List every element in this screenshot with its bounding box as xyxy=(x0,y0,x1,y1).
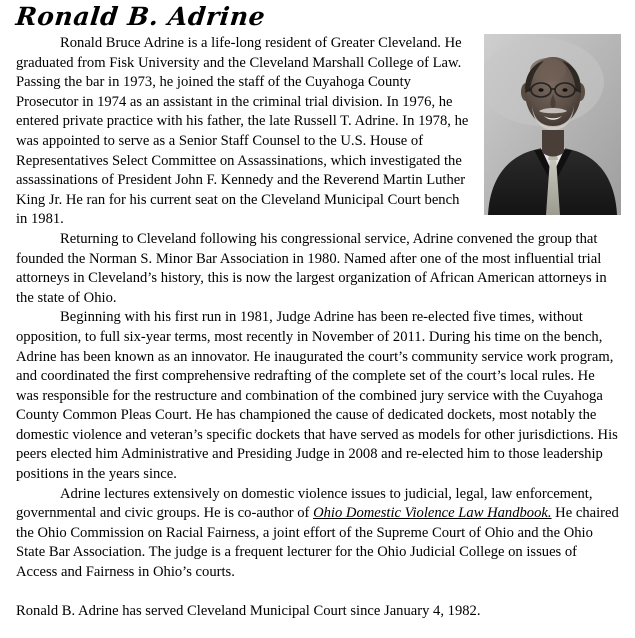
lectures-text-before-booktitle: Adrine lectures extensively on domestic violence issues to judicial, legal, law enforcement, governmental and civic groups. He is co-author of xyxy=(16,485,593,522)
paragraph-judicial-tenure: Beginning with his first run in 1981, Judge Adrine has been re-elected five times, without opposition, to full six-year terms, most recently in November of 2011. During his time on the bench, Adrine has been known as an innovator. He inaugurated the court’s community service work program, and coordinated the first comprehensive redrafting of the complete set of the court’s local rules. He was responsible for the restructure and combination of the combined jury service with the Cuyahoga County Common Pleas Court. He has championed the cause of dedicated dockets, most notably the domestic violence and veteran’s specific dockets that have served as models for other jurisdictions. His peers elected him Administrative and Presiding Judge in 2008 and re-elected him to those leadership positions in the years since. xyxy=(16,309,618,483)
paragraph-lectures-and-publications xyxy=(16,485,621,583)
book-title-ohio-domestic-violence-law-handbook: Ohio Domestic Violence Law Handbook. xyxy=(313,505,552,522)
paragraph-spacer xyxy=(16,583,621,603)
page-title: Ronald B. Adrine xyxy=(14,2,267,31)
portrait-photo xyxy=(484,34,621,215)
closing-service-statement: Ronald B. Adrine has served Cleveland Municipal Court since January 4, 1982. xyxy=(16,603,481,620)
paragraph-biography-early-career: Ronald Bruce Adrine is a life-long resident of Greater Cleveland. He graduated from Fisk University and the Cleveland Marshall College of Law. Passing the bar in 1973, he joined the staff of the Cuyahoga County Prosecutor in 1974 as an assistant in the criminal trial division. In 1976, he entered private practice with his father, the late Russell T. Adrine. In 1978, he was appointed to serve as a Senior Staff Counsel to the U.S. House of Representatives Select Committee on Assassinations, which investigated the assassinations of President John F. Kennedy and the Reverend Martin Luther King Jr. He ran for his current seat on the Cleveland Municipal Court bench in 1981. xyxy=(16,35,469,228)
paragraph-bar-association: Returning to Cleveland following his congressional service, Adrine convened the group that founded the Norman S. Minor Bar Association in 1980. Named after one of the most influential trial attorneys in Cleveland’s history, this is now the largest organization of African American attorneys in the state of Ohio. xyxy=(16,230,607,306)
document-body xyxy=(16,34,621,622)
lectures-text-after-booktitle: He chaired the Ohio Commission on Racial Fairness, a joint effort of the Supreme Court of Ohio and the Ohio State Bar Association. The judge is a frequent lecturer for the Ohio Judicial College on issues of Access and Fairness in Ohio’s courts. xyxy=(16,505,619,581)
